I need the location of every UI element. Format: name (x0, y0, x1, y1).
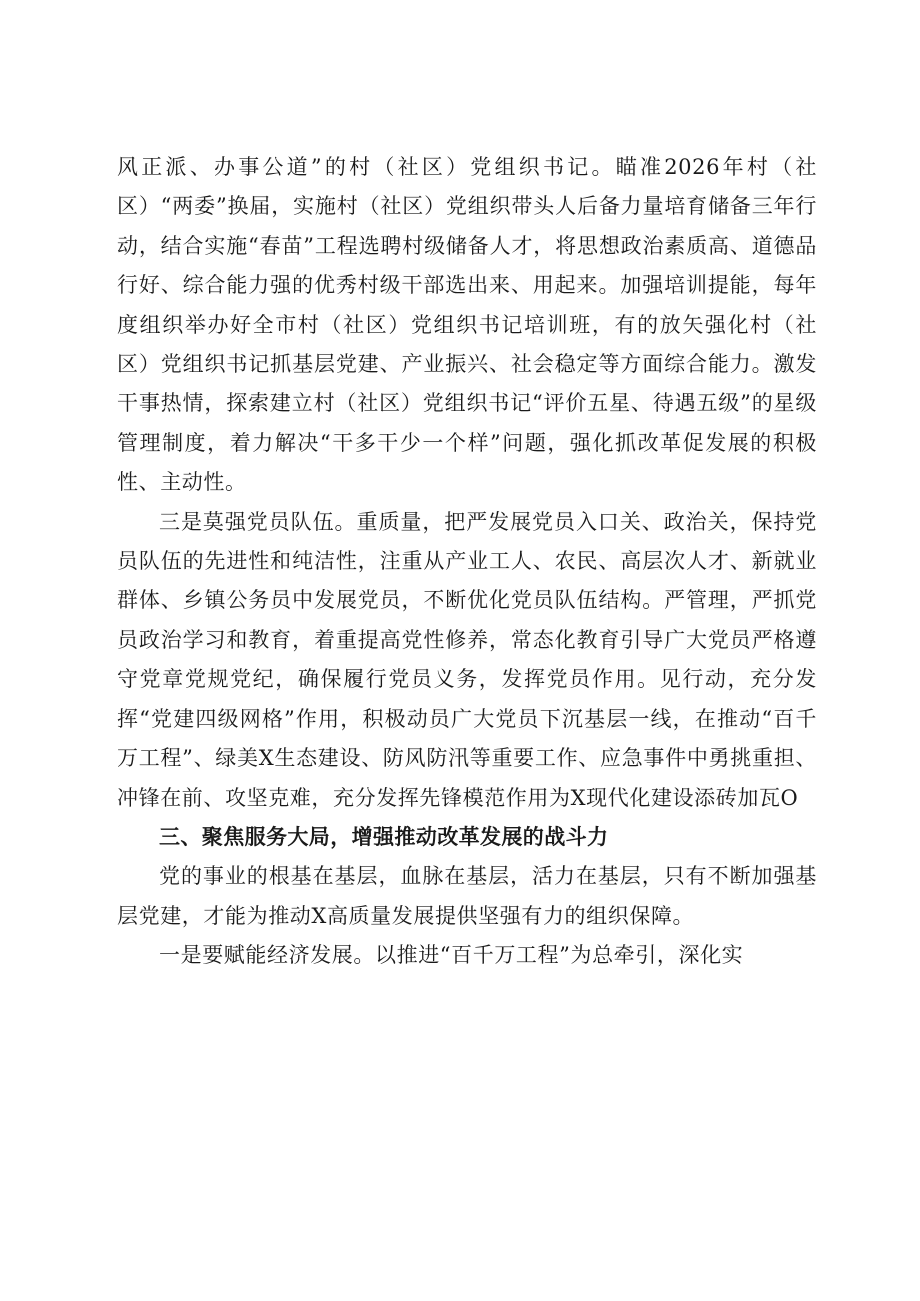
section-heading-three: 三、聚焦服务大局，增强推动改革发展的战斗力 (159, 824, 609, 849)
paragraph-party-members: 三是莫强党员队伍。重质量，把严发展党员入口关、政治关，保持党员队伍的先进性和纯洁性，注重从产业工人、农民、高层次人才、新就业群体、乡镇公务员中发展党员，不断优化党员队伍结构。严管理，严抓党员政治学习和教育，着重提高党性修养，常态化教育引导广大党员严格遵守党章党规党纪，确保履行党员义务，发挥党员作用。见行动，充分发挥“党建四级网格”作用，积极动员广大党员下沉基层一线，在推动“百千万工程”、绿美X生态建设、防风防汛等重要工作、应急事件中勇挑重担、冲锋在前、攻坚克难，充分发挥先锋模范作用为X现代化建设添砖加瓦O (117, 509, 817, 810)
paragraph-grassroots-foundation: 党的事业的根基在基层，血脉在基层，活力在基层，只有不断加强基层党建，才能为推动X高质量发展提供坚强有力的组织保障。 (117, 864, 817, 928)
paragraph-village-secretary: 风正派、办事公道”的村（社区）党组织书记。瞄准2026年村（社区）“两委”换届，实施村（社区）党组织带头人后备力量培育储备三年行动，结合实施“春苗”工程选聘村级储备人才，将思想政治素质高、道德品行好、综合能力强的优秀村级干部选出来、用起来。加强培训提能，每年度组织举办好全市村（社区）党组织书记培训班，有的放矢强化村（社区）党组织书记抓基层党建、产业振兴、社会稳定等方面综合能力。激发干事热情，探索建立村（社区）党组织书记“评价五星、待遇五级”的星级管理制度，着力解决“干多干少一个样”问题，强化抓改革促发展的积极性、主动性。 (117, 155, 817, 495)
paragraph-economic-development: 一是要赋能经济发展。以推进“百千万工程”为总牵引，深化实 (159, 943, 744, 968)
document-body (117, 148, 817, 976)
